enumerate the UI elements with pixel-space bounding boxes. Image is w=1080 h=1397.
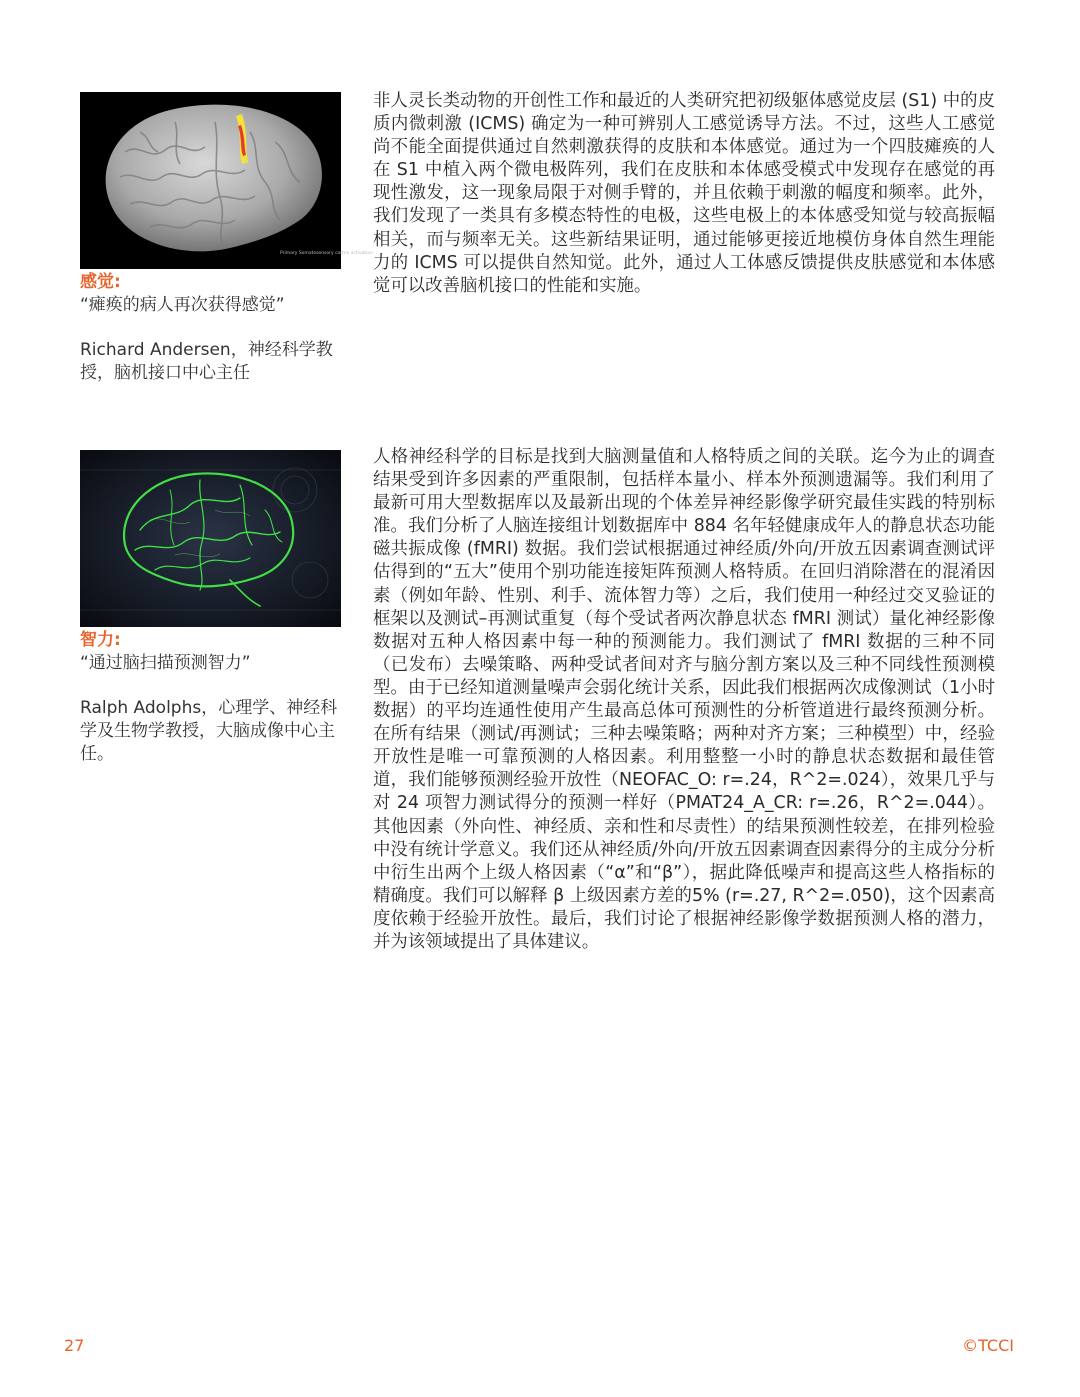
section-caption [80,629,350,766]
brain-cortex-illustration [80,92,374,269]
caption-title: 感觉: [80,272,121,292]
caption-author: Richard Andersen，神经科学教授，脑机接口中心主任 [80,340,333,383]
caption-title: 智力: [80,630,121,650]
copyright-notice: ©TCCI [962,1336,1014,1355]
image-annotation: Primary Somatosensory cortex activation [280,251,374,256]
brain-scan-image [80,450,341,627]
caption-quote: “通过脑扫描预测智力” [80,653,251,673]
caption-quote: “瘫痪的病人再次获得感觉” [80,295,285,315]
section-body-text: 人格神经科学的目标是找到大脑测量值和人格特质之间的关联。迄今为止的调查结果受到许多因素的严重限制，包括样本量小、样本外预测遗漏等。我们利用了最新可用大型数据库以及最新出现的个体差异神经影像学研究最佳实践的特别标准。我们分析了人脑连接组计划数据库中 884 名年轻健康成年人的静息状态功能磁共振成像 (fMRI) 数据。我们尝试根据通过神经质/外向/开放五因素调查测试评估得到的“五大”使用个别功能连接矩阵预测人格特质。在回归消除潜在的混淆因素（例如年龄、性别、利手、流体智力等）之后，我们使用一种经过交叉验证的框架以及测试–再测试重复（每个受试者两次静息状态 fMRI 测试）量化神经影像数据对五种人格因素中每一种的预测能力。我们测试了 fMRI 数据的三种不同（已发布）去噪策略、两种受试者间对齐与脑分割方案以及三种不同线性预测模型。由于已经知道测量噪声会弱化统计关系，因此我们根据两次成像测试（1小时数据）的平均连通性使用产生最高总体可预测性的分析管道进行最终预测分析。在所有结果（测试/再测试；三种去噪策略；两种对齐方案；三种模型）中，经验开放性是唯一可靠预测的人格因素。利用整整一小时的静息状态数据和最佳管道，我们能够预测经验开放性（NEOFAC_O: r=.24，R^2=.024），效果几乎与对 24 项智力测试得分的预测一样好（PMAT24_A_CR: r=.26，R^2=.044）。其他因素（外向性、神经质、亲和性和尽责性）的结果预测性较差，在排列检验中没有统计学意义。我们还从神经质/外向/开放五因素调查因素得分的主成分分析中衍生出两个上级人格因素（“α”和“β”），据此降低噪声和提高这些人格指标的精确度。我们可以解释 β 上级因素方差的5% (r=.27, R^2=.050)，这个因素高度依赖于经验开放性。最后，我们讨论了根据神经影像学数据预测人格的潜力，并为该领域提出了具体建议。 [373,447,995,952]
brain-cortex-image [80,92,374,269]
page-number: 27 [64,1336,85,1355]
caption-author: Ralph Adolphs，心理学、神经科学及生物学教授，大脑成像中心主任。 [80,698,338,764]
section-caption [80,271,350,385]
glowing-brain-illustration [80,450,341,627]
section-body-text: 非人灵长类动物的开创性工作和最近的人类研究把初级躯体感觉皮层 (S1) 中的皮质内微刺激 (ICMS) 确定为一种可辨别人工感觉诱导方法。不过，这些人工感觉尚不能全面提供通过自然刺激获得的皮肤和本体感觉。通过为一个四肢瘫痪的人在 S1 中植入两个微电极阵列，我们在皮肤和本体感受模式中发现存在感觉的再现性激发，这一现象局限于对侧手臂的，并且依赖于刺激的幅度和频率。此外，我们发现了一类具有多模态特性的电极，这些电极上的本体感受知觉与较高振幅相关，而与频率无关。这些新结果证明，通过能够更接近地模仿身体自然生理能力的 ICMS 可以提供自然知觉。此外，通过人工体感反馈提供皮肤感觉和本体感觉可以改善脑机接口的性能和实施。 [373,91,995,296]
